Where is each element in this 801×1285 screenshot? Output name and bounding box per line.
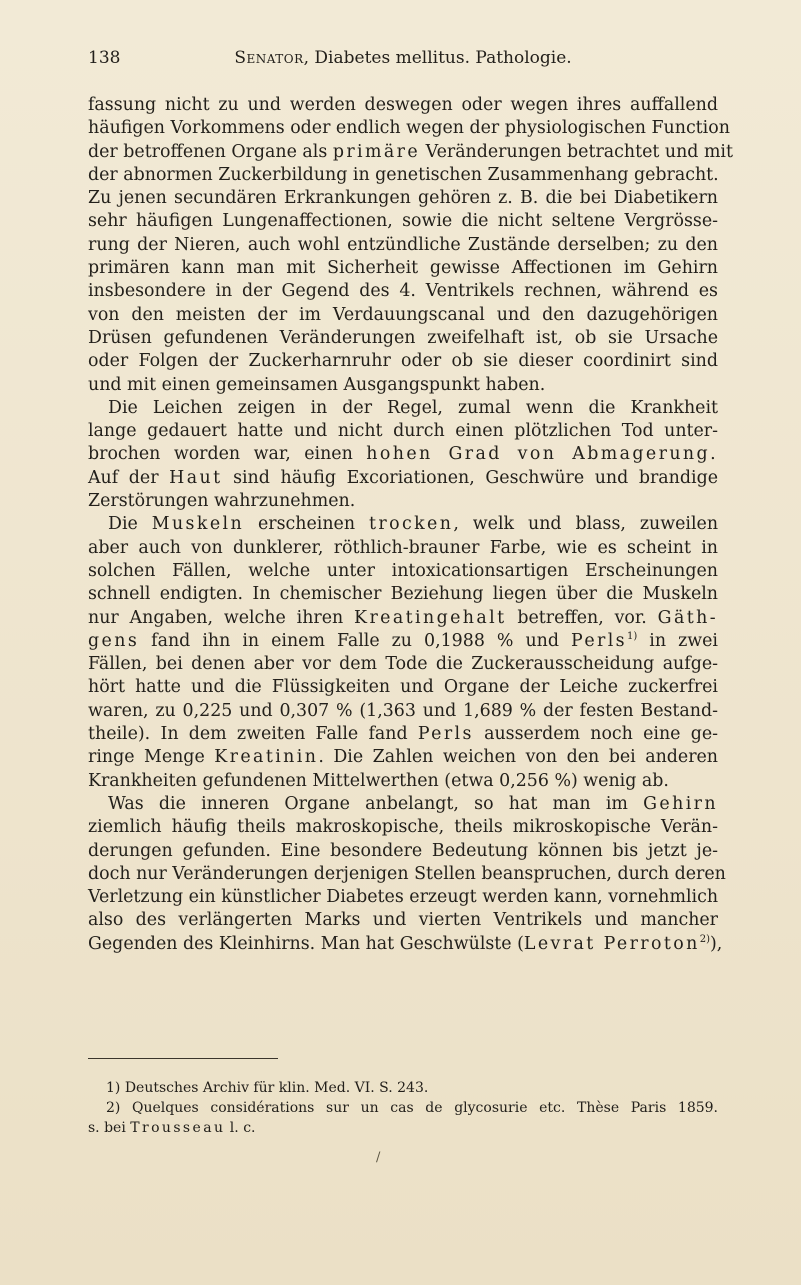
page-number: 138 — [88, 48, 121, 68]
text-line: von den meisten der im Verdauungscanal und den dazugehörigen — [88, 304, 718, 325]
text-line: Zu jenen secundären Erkrankungen gehören z. B. die bei Diabetikern — [88, 188, 718, 209]
text-line: Drüsen gefundenen Veränderungen zweifelhaft ist, ob sie Ursache — [88, 327, 718, 348]
text-line: waren, zu 0,225 und 0,307 % (1,363 und 1,689 % der festen Bestand- — [88, 700, 718, 721]
margin-mark: / — [376, 1150, 381, 1165]
text-line: brochen worden war, einen hohen Grad von Abmagerung. — [88, 444, 718, 465]
text-line: doch nur Veränderungen derjenigen Stellen beanspruchen, durch deren — [88, 863, 726, 884]
footnote-ref-1: 1) — [627, 631, 638, 643]
text-line: nur Angaben, welche ihren Kreatingehalt betreffen, vor. Gäth- — [88, 607, 718, 628]
text-line: insbesondere in der Gegend des 4. Ventrikels rechnen, während es — [88, 281, 718, 302]
text-line: Die Leichen zeigen in der Regel, zumal wenn die Krankheit — [108, 397, 718, 418]
footnote-ref-2: 2) — [699, 933, 711, 945]
author-perls: Perls — [571, 630, 628, 651]
text-line: Zerstörungen wahrzunehmen. — [88, 491, 356, 512]
text-line: also des verlängerten Marks und vierten Ventrikels und mancher — [88, 910, 718, 931]
author-gaethgens: Gäth- — [657, 607, 718, 628]
emphasis-abmagerung: hohen Grad von Abmagerung. — [366, 444, 718, 465]
text-line: lange gedauert hatte und nicht durch einen plötzlichen Tod unter- — [88, 421, 718, 442]
text-line: aber auch von dunklerer, röthlich-brauner Farbe, wie es scheint in — [88, 537, 718, 558]
text-line: der abnormen Zuckerbildung in genetischen Zusammenhang gebracht. — [88, 164, 719, 185]
text-line: derungen gefunden. Eine besondere Bedeutung können bis jetzt je- — [88, 840, 718, 861]
author-levrat-perroton: Levrat Perroton — [523, 933, 700, 954]
text-line: Krankheiten gefundenen Mittelwerthen (etwa 0,256 %) wenig ab. — [88, 770, 669, 791]
body-text — [88, 94, 733, 956]
text-line: und mit einen gemeinsamen Ausgangspunkt haben. — [88, 374, 546, 395]
text-line: sehr häufigen Lungenaffectionen, sowie die nicht seltene Vergrösse- — [88, 211, 718, 232]
footnote-2: 2) Quelques considérations sur un cas de glycosurie etc. Thèse Paris 1859. — [106, 1100, 718, 1116]
emphasis-muskeln: Muskeln — [151, 514, 245, 535]
footnote-2-continuation: s. bei Trousseau l. c. — [88, 1120, 256, 1136]
text-line: ziemlich häufig theils makroskopische, theils mikroskopische Verän- — [88, 817, 718, 838]
page-header — [88, 48, 718, 78]
text-line: oder Folgen der Zuckerharnruhr oder ob sie dieser coordinirt sind — [88, 351, 718, 372]
emphasis-kreatinin: Kreatinin — [214, 747, 319, 768]
footnotes — [88, 1078, 718, 1138]
text-line: ringe Menge Kreatinin. Die Zahlen weichen von den bei anderen — [88, 747, 718, 768]
running-head — [88, 48, 718, 68]
emphasis-kreatingehalt: Kreatingehalt — [354, 607, 507, 628]
running-head-title: Diabetes mellitus. Pathologie. — [314, 48, 572, 68]
emphasis-trocken: trocken — [368, 514, 454, 535]
text-line: Verletzung ein künstlicher Diabetes erzeugt werden kann, vornehmlich — [88, 887, 719, 908]
author-trousseau: Trousseau — [130, 1120, 226, 1136]
text-line: der betroffenen Organe als primäre Veränderungen betrachtet und mit — [88, 141, 733, 162]
footnote-1: 1) Deutsches Archiv für klin. Med. VI. S. 243. — [106, 1080, 429, 1096]
text-line: primären kann man mit Sicherheit gewisse Affectionen im Gehirn — [88, 258, 718, 279]
text-line: rung der Nieren, auch wohl entzündliche Zustände derselben; zu den — [88, 234, 718, 255]
text-line: Auf der Haut sind häufig Excoriationen, Geschwüre und brandige — [88, 467, 718, 488]
author-perls: Perls — [417, 724, 474, 745]
text-line: schnell endigten. In chemischer Beziehung liegen über die Muskeln — [88, 584, 718, 605]
text-line: hört hatte und die Flüssigkeiten und Organe der Leiche zuckerfrei — [88, 677, 718, 698]
text-line: Was die inneren Organe anbelangt, so hat man im Gehirn — [108, 793, 718, 814]
text-line: häufigen Vorkommens oder endlich wegen der physiologischen Function — [88, 118, 730, 139]
running-head-author: Senator — [234, 48, 304, 68]
text-line: theile). In dem zweiten Falle fand Perls ausserdem noch eine ge- — [88, 724, 718, 745]
emphasis-gehirn: Gehirn — [643, 793, 718, 814]
text-line: fassung nicht zu und werden deswegen oder wegen ihres auffallend — [88, 95, 718, 115]
footnote-rule — [88, 1058, 278, 1059]
emphasis-haut: Haut — [169, 467, 223, 488]
running-head-separator: , — [303, 48, 315, 68]
emphasis-primaere: primäre — [332, 141, 421, 162]
text-line: Gegenden des Kleinhirns. Man hat Geschwülste (Levrat Perroton$^{2)}$), — [88, 933, 723, 954]
text-line: solchen Fällen, welche unter intoxicationsartigen Erscheinungen — [88, 560, 718, 581]
text-line: Die Muskeln erscheinen trocken, welk und blass, zuweilen — [108, 514, 719, 535]
text-line: gens fand ihn in einem Falle zu 0,1988 % und Perls$^{1)}$ in zwei — [88, 630, 718, 651]
text-line: Fällen, bei denen aber vor dem Tode die Zuckerausscheidung aufge- — [88, 654, 718, 675]
